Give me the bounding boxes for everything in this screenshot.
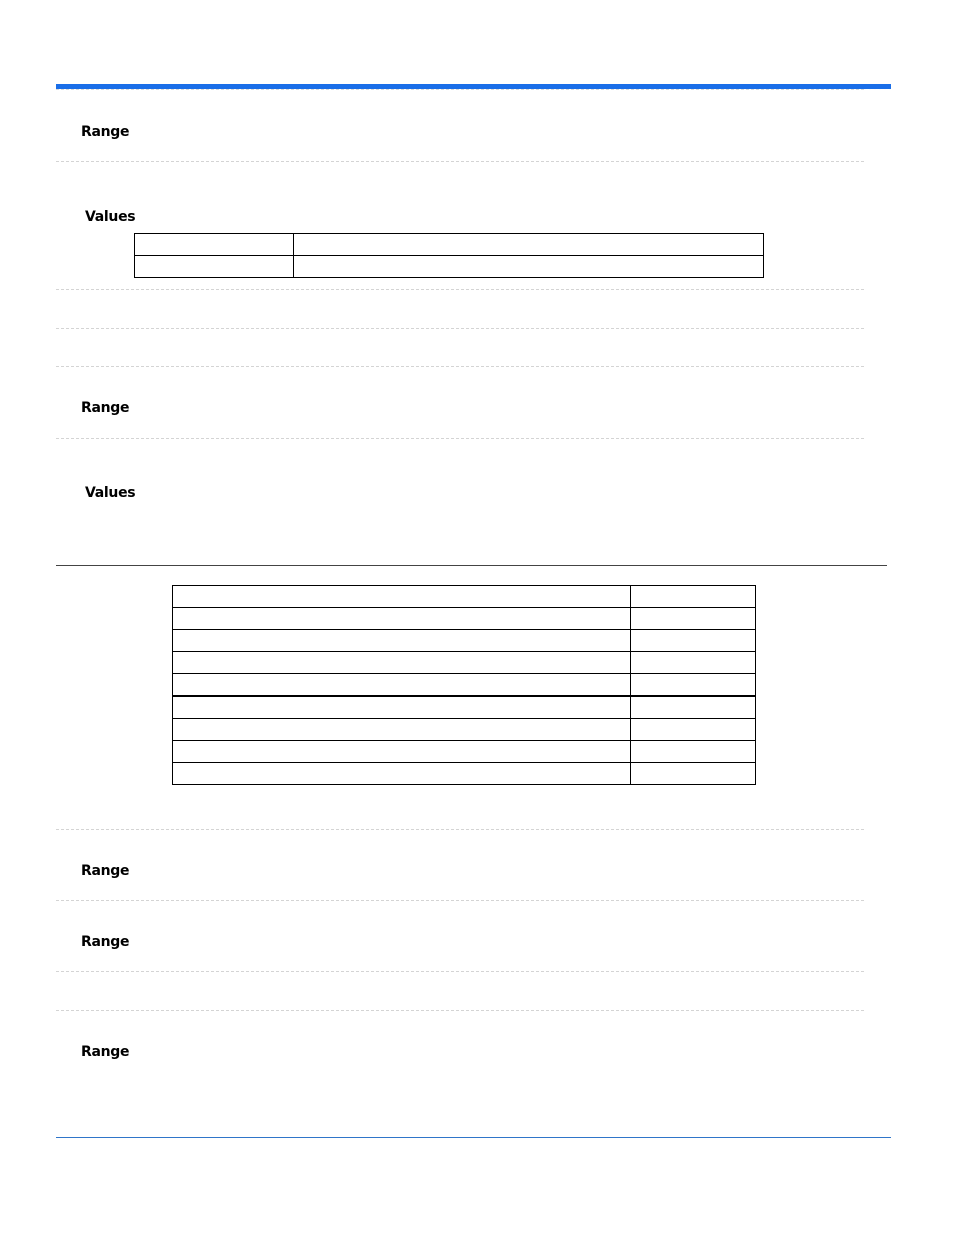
table-row: [173, 763, 756, 785]
table-cell: [631, 741, 756, 763]
footer-rule: [56, 1137, 891, 1138]
dashed-separator: [56, 829, 864, 830]
dashed-separator: [56, 161, 864, 162]
table-row: [173, 608, 756, 630]
table-row: [173, 586, 756, 608]
range-label: Range: [81, 1044, 130, 1060]
table-cell: [631, 763, 756, 785]
table-cell: [173, 763, 631, 785]
table-row: [173, 719, 756, 741]
table-row: [135, 256, 764, 278]
table-cell: [631, 630, 756, 652]
dashed-separator: [56, 971, 864, 972]
table-cell: [294, 234, 764, 256]
table-cell: [173, 719, 631, 741]
dashed-separator: [56, 366, 864, 367]
table-cell: [173, 741, 631, 763]
values-table: [172, 585, 756, 785]
table-cell: [173, 586, 631, 608]
values-table: [134, 233, 764, 278]
table-row: [173, 674, 756, 697]
dashed-separator: [56, 438, 864, 439]
table-cell: [294, 256, 764, 278]
table-row: [173, 696, 756, 719]
table-cell: [631, 696, 756, 719]
table-cell: [631, 608, 756, 630]
dashed-separator: [56, 900, 864, 901]
table-cell: [631, 586, 756, 608]
range-label: Range: [81, 863, 130, 879]
table-cell: [631, 652, 756, 674]
table-cell: [173, 652, 631, 674]
section-rule: [56, 565, 887, 566]
table-cell: [173, 630, 631, 652]
values-label: Values: [85, 209, 136, 225]
range-label: Range: [81, 934, 130, 950]
table-cell: [135, 256, 294, 278]
table-cell: [173, 674, 631, 697]
table-cell: [173, 608, 631, 630]
range-label: Range: [81, 400, 130, 416]
table-row: [135, 234, 764, 256]
dashed-separator: [56, 1010, 864, 1011]
table-cell: [173, 696, 631, 719]
dashed-separator: [56, 289, 864, 290]
table-row: [173, 652, 756, 674]
table-cell: [631, 719, 756, 741]
range-label: Range: [81, 124, 130, 140]
dashed-separator: [56, 328, 864, 329]
table-cell: [135, 234, 294, 256]
table-row: [173, 630, 756, 652]
table-row: [173, 741, 756, 763]
header-dashed-separator: [56, 89, 864, 90]
table-cell: [631, 674, 756, 697]
values-label: Values: [85, 485, 136, 501]
